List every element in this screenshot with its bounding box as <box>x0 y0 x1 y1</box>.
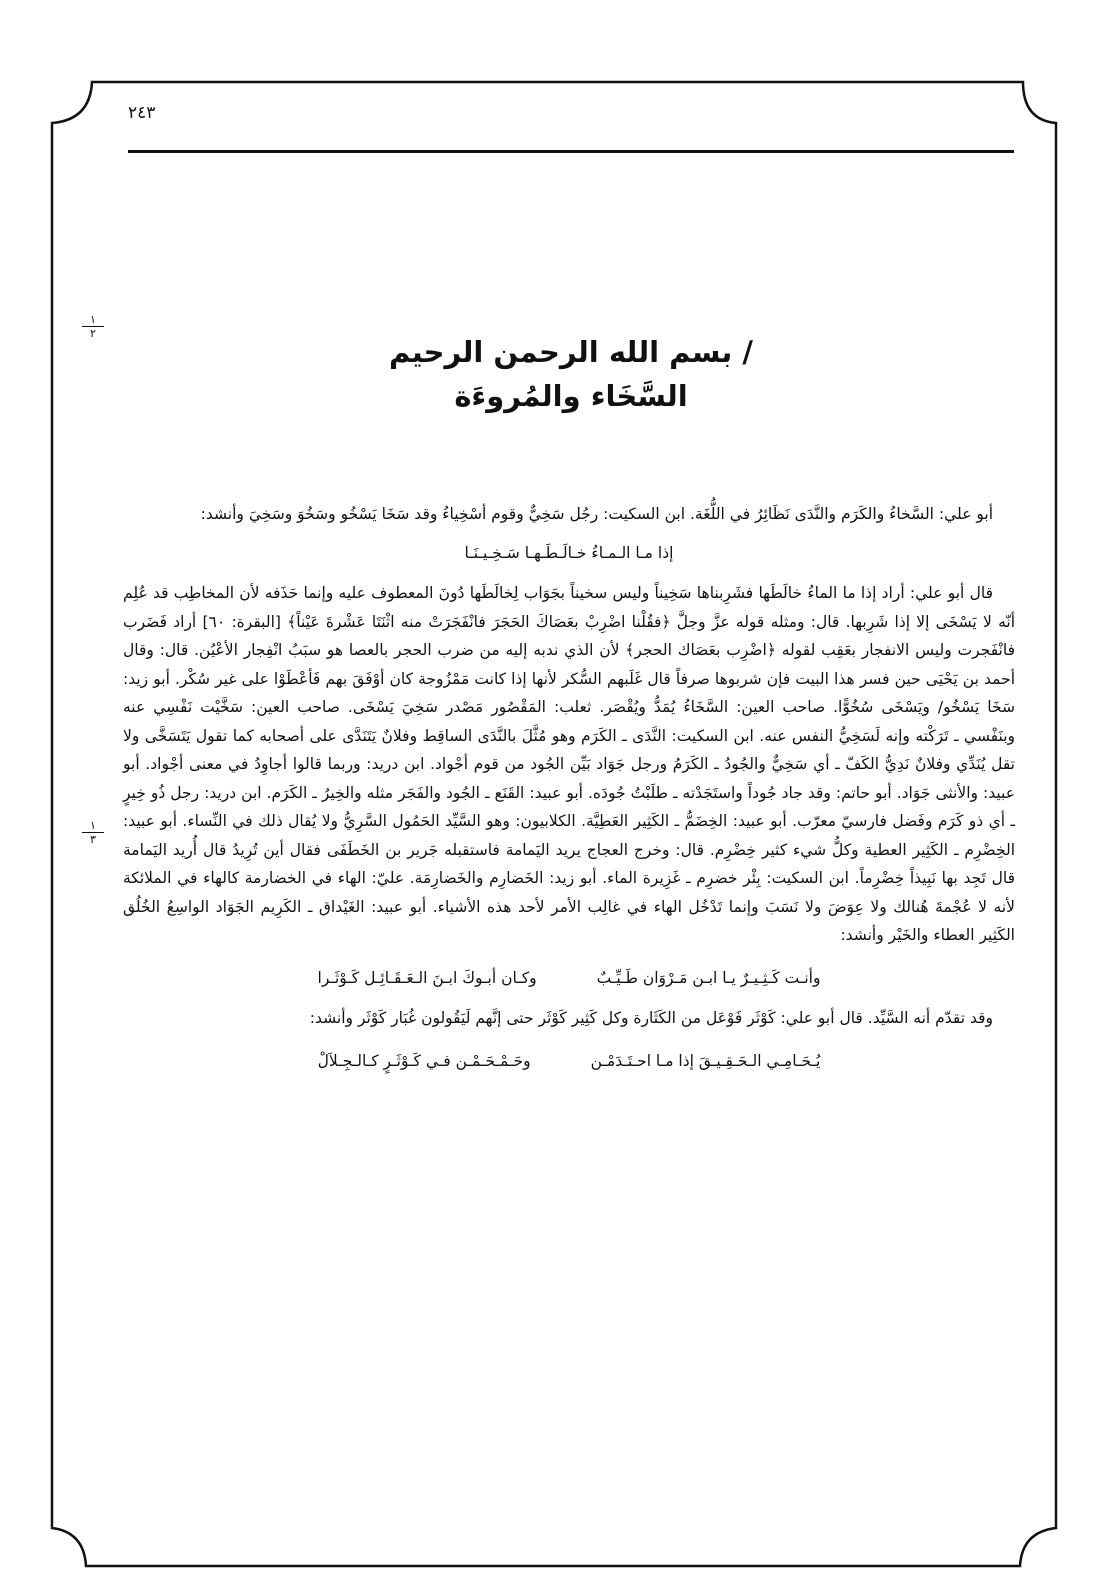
folio-denominator: ٣ <box>90 833 96 846</box>
paragraph-2: قال أبو علي: أراد إذا ما الماءُ خالَطَها فشَرِبناها سَخِيناً وليس سخيناً بجَوَاب لِخالَطَها دُونَ المعطوف عليه وإنما حَذَفه لأن المخاطِب قد عُلِم أنّه لا يَسْخَى إلا إذا شَرِبها. قال: ومثله قوله عزَّ وجلَّ ﴿فقُلْنا اضْرِبْ بعَصَاكَ الحَجَرَ فانْفَجَرَتْ منه اثْنَتَا عَشْرةَ عَيْناً﴾ [البقرة: ٦٠] أراد فَضَرب فانْفَجرت وليس الانفجار بعَقِب لقوله ﴿اضْرِب بعَصَاك الحجر﴾ لأن الذي ندبه إليه من ضرب الحجر بالعصا هو سبَبُ انْفِجار الأعْيُن. قال: وقال أحمد بن يَحْيَى حين فسر هذا البيت فإن شربوها صرفاً قال غَلَبهم السُّكر لأنها إذا كانت مَمْزُوجة كان أوْفَقَ بهم فَأعْطَوْا على غير سُكْر. أبو زيد: سَخَا يَسْخُو/ ويَسْخَى سُخُوًّا. صاحب العين: السَّخَاءُ يُمَدُّ ويُقْصَر. ثعلب: المَقْصُور مَصْدر سَخِيَ يَسْخَى. صاحب العين: سَخَّيْت نَفْسِي عنه وبنَفْسي ـ تَرَكْته وإنه لَسَخِيُّ النفس عنه. ابن السكيت: النَّدَى ـ الكَرَم وهو مُثَّلَ بالنَّدَى الساقِط وفلانٌ يَتَنَدَّى على أصحابه كما تقول يَتَسَخَّى ولا تقل يُنَدِّي وفلانٌ نَدِيُّ الكَفّ ـ أي سَخِيٌّ والجُودُ ـ الكَرَمُ ورجل جَوَاد بَيِّن الجُود من قوم أجْواد. ابن دريد: وربما قالوا أجاوِدُ في معنى أجْواد. أبو عبيد: والأنثى جَوَاد. أبو حاتم: وقد جاد جُوداً واستَجَدْته ـ طلَبْتُ جُودَه. أبو عبيد: القَنَع ـ الجُود والفَجَر مثله والخِيرُ ـ الكَرَم. ابن دريد: رجل ذُو خِيرٍ ـ أي ذو كَرَم وفَضل فارسيّ معرّب. أبو عبيد: الخِضَمُّ ـ الكَثِير العَطِيَّة. الكلابيون: وهو السَّيِّد الحَمُول السَّرِيُّ ولا يُقال ذلك في النِّساء. أبو عبيد: الخِضْرِم ـ الكَثِير العطية وكلُّ شيء كثير خِضْرِم. قال: وخرج العجاج يريد اليَمامة فاستقبله جَرير بن الخَطَفَى فقال أين تُرِيدُ قال أُريد اليَمامة قال تَجِد بها نَبِيذاً خِضْرِماً. ابن السكيت: بِئْر خضرِم ـ غَزِيرة الماء. أبو زيد: الخَضارِم والخَضارِمَة. عليّ: الهاء في الخضارمة كالهاء في الملائكة لأنه لا عُجْمةَ هُنالك ولا عِوَضَ ولا نَسَبَ وإنما تَدْخُل الهاء في غالِب الأمر لأحد هذه الأشياء. أبو عبيد: الغَيْداق ـ الكَرِيم الجَوَاد الواسِعُ الخُلُق الكَثِير العطاء والخَيْر وأنشد: <box>123 584 1015 944</box>
folio-denominator: ٢ <box>90 327 96 340</box>
verse-hemistich-left: وحَـمْـحَـمْـن فـي كَـوْثَـرٍ كـالـجِـلاَلْ <box>317 1051 531 1070</box>
chapter-heading: السَّخَاء والمُروءَة <box>454 379 688 413</box>
page-number: ٢٤٣ <box>128 103 156 123</box>
paragraph-3: وقد تقدّم أنه السَّيِّد. قال أبو علي: كَوْثَر فَوْعَل من الكَثَارة وكل كَثِير كَوْثَر حتى إنَّهم لَيَقُولون غُبَار كَوْثَر وأنشد: <box>309 1009 993 1027</box>
title-block <box>128 330 1014 418</box>
paragraph-1: أبو علي: السَّخاءُ والكَرَم والنَّدَى نَظَائِرُ في اللُّغَة. ابن السكيت: رجُل سَخِيٌّ وقوم أسْخِياءُ وقد سَخَا يَسْخُو وسَخُوَ وسَخِيَ وأنشد: <box>200 505 993 523</box>
margin-folio-mark-1 <box>82 314 104 339</box>
verse-couplet-2 <box>123 1047 1015 1076</box>
verse-hemistich-right: وأنـت كَـثِـيـرٌ يـا ابـن مَـرْوَان طَـيِّـبٌ <box>596 968 821 987</box>
header-rule <box>128 150 1014 153</box>
verse-hemistich-left: وكـان أبـوكَ ابـنَ الـعَـقَـائِـل كَـوْثَـرا <box>317 968 537 987</box>
verse-couplet-1 <box>123 964 1015 993</box>
folio-numerator: ١ <box>90 819 96 832</box>
basmala: / بسم الله الرحمن الرحيم <box>388 335 754 369</box>
folio-numerator: ١ <box>90 313 96 326</box>
body-text <box>123 500 1015 1087</box>
verse-hemistich-right: يُـحَـامِـي الـحَـقِـيـقَ إذا مـا احـتَـدَمْـن <box>590 1051 821 1070</box>
margin-folio-mark-2 <box>82 820 104 845</box>
verse-line-1: إذا مـا الـمـاءُ خـالَـطَـهـا سَـخِـيـنَـا <box>464 543 674 562</box>
